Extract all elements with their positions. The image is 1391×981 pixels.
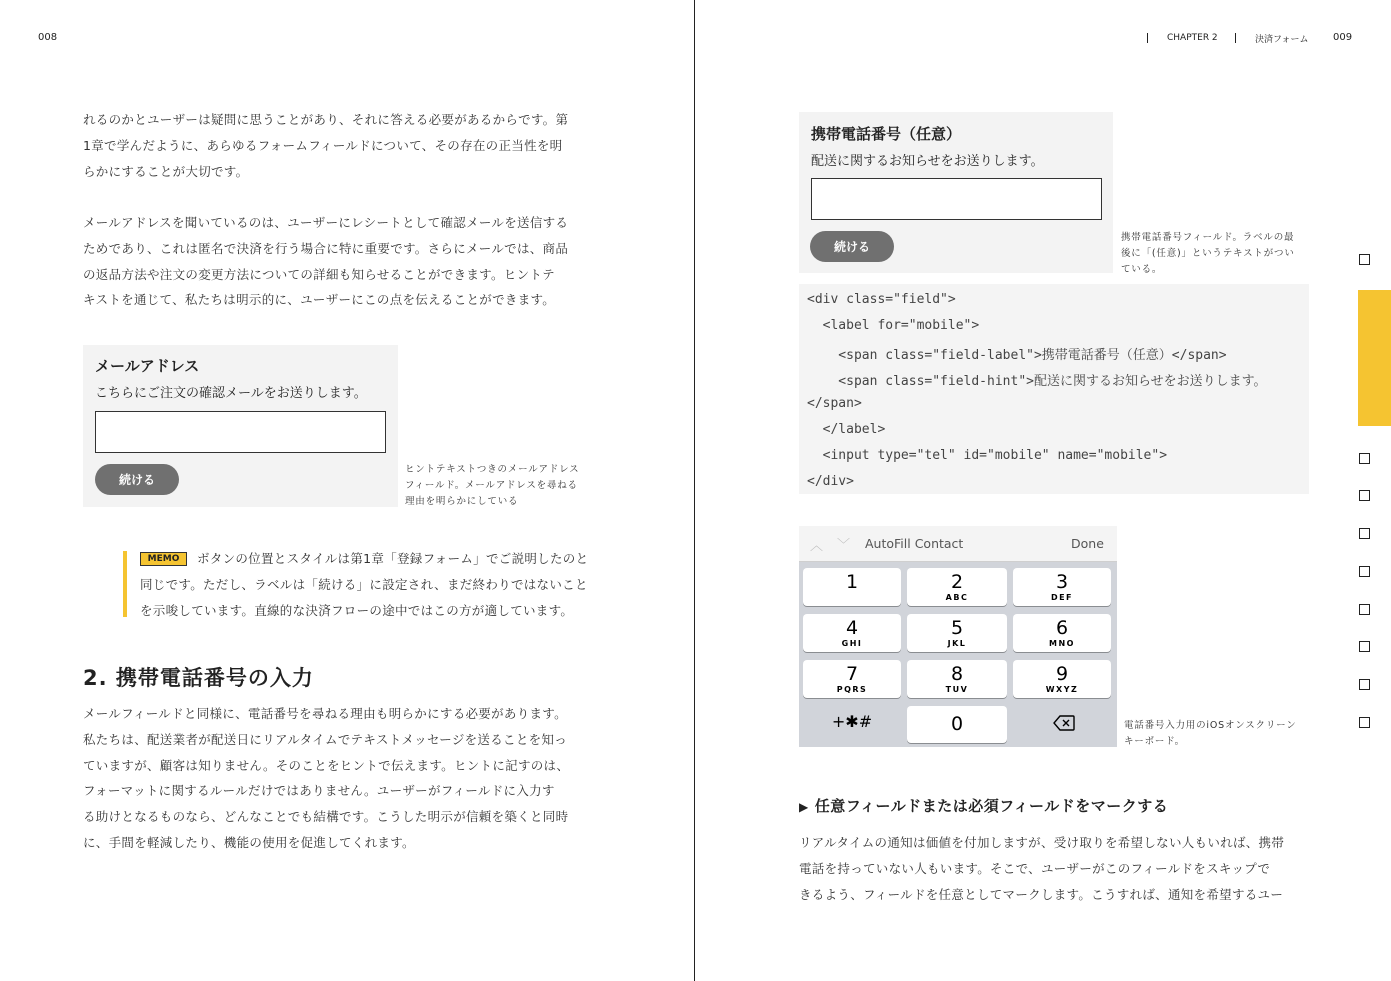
chevron-down-icon[interactable]: ﹀ (837, 538, 851, 553)
text-line: らかにすることが大切です。 (83, 163, 249, 179)
code-line: </span> (807, 396, 862, 411)
key-digit: 8 (950, 663, 964, 685)
chapter-label: CHAPTER 2 (1167, 33, 1218, 43)
text-line: フォーマットに関するルールだけではありません。ユーザーがフィールドに入力す (83, 783, 555, 799)
closing-paragraph (799, 830, 1329, 907)
key-0[interactable] (907, 706, 1007, 743)
code-line: <span class="field-hint">配送に関するお知らせをお送りします。 (807, 374, 1267, 389)
text-line: メールアドレスを聞いているのは、ユーザーにレシートとして確認メールを送信する (83, 215, 569, 230)
chapter-index-marker[interactable] (1359, 679, 1370, 690)
code-line: </label> (807, 422, 886, 437)
code-line: <input type="tel" id="mobile" name="mobile"> (807, 448, 1168, 463)
code-block (799, 284, 1309, 494)
key-letters: JKL (947, 639, 967, 648)
chapter-index-marker[interactable] (1359, 641, 1370, 652)
key-6[interactable] (1013, 614, 1111, 652)
chapter-index-marker[interactable] (1359, 566, 1370, 577)
mobile-demo-caption (1121, 230, 1321, 278)
mobile-input[interactable] (811, 178, 1102, 220)
text-line: 電話を持っていない人もいます。そこで、ユーザーがこのフィールドをスキップで (799, 860, 1271, 876)
key-digit: 6 (1055, 617, 1069, 639)
caption-line: 電話番号入力用のiOSオンスクリーン (1124, 720, 1297, 731)
triangle-marker-icon: ▶ (799, 800, 809, 814)
email-demo-caption (405, 462, 605, 510)
memo-badge: MEMO (140, 552, 187, 566)
text-line: 私たちは、配送業者が配送日にリアルタイムでテキストメッセージを送ることを知っ (83, 731, 568, 747)
memo-line: 同じです。ただし、ラベルは「続ける」に設定され、まだ終わりではないこと (140, 577, 588, 592)
header-divider (1235, 33, 1236, 43)
symbols-key[interactable]: +✱# (831, 712, 873, 731)
keyboard-caption (1124, 718, 1324, 750)
memo-line: ボタンの位置とスタイルは第1章「登録フォーム」でご説明したのと (197, 551, 589, 566)
text-line: ていますが、顧客は知りません。そのことをヒントで伝えます。ヒントに記すのは、 (83, 757, 570, 773)
key-letters: MNO (1049, 639, 1075, 648)
text-line: る助けとなるものなら、どんなことでも結構です。こうした明示が信頼を築くと同時 (83, 809, 569, 825)
subheading-text: 任意フィールドまたは必須フィールドをマークする (814, 797, 1169, 815)
key-digit: 5 (950, 617, 964, 639)
optional-required-subheading (799, 795, 1168, 816)
key-digit: 9 (1055, 663, 1069, 685)
code-line: </div> (807, 474, 854, 489)
text-line: れるのかとユーザーは疑問に思うことがあり、それに答える必要があるからです。第 (83, 112, 569, 127)
key-digit: 4 (845, 617, 859, 639)
chapter-index-marker[interactable] (1359, 604, 1370, 615)
chapter-index-marker[interactable] (1359, 490, 1370, 501)
text-line: ためであり、これは匿名で決済を行う場合に特に重要です。さらにメールでは、商品 (83, 240, 569, 256)
code-line: <span class="field-label">携帯電話番号（任意）</span> (807, 348, 1227, 363)
text-line: リアルタイムの通知は価値を付加しますが、受け取りを希望しない人もいれば、携帯 (799, 835, 1285, 850)
email-field-demo (83, 345, 398, 507)
chapter-title: 決済フォーム (1255, 35, 1309, 45)
current-chapter-tab[interactable] (1358, 290, 1391, 426)
caption-line: 携帯電話番号フィールド。ラベルの最 (1121, 232, 1295, 243)
mobile-field-demo (799, 112, 1113, 273)
chapter-index-marker[interactable] (1359, 717, 1370, 728)
intro-paragraph-2 (83, 210, 613, 313)
key-digit: 2 (950, 571, 964, 593)
text-line: キストを通じて、私たちは明示的に、ユーザーにこの点を伝えることができます。 (83, 292, 556, 308)
email-input[interactable] (95, 411, 386, 453)
autofill-contact[interactable]: AutoFill Contact (865, 536, 964, 551)
chevron-up-icon[interactable]: ︿ (810, 539, 824, 554)
text-line: に、手間を軽減したり、機能の使用を促進してくれます。 (83, 834, 415, 850)
memo-bar (123, 551, 127, 617)
section-heading: 2. 携帯電話番号の入力 (83, 666, 314, 690)
key-letters: ABC (945, 593, 969, 602)
section-paragraph (83, 701, 613, 856)
key-digit: 3 (1055, 571, 1069, 593)
caption-line: ている。 (1121, 264, 1163, 275)
key-1[interactable] (803, 568, 901, 606)
email-field-hint: こちらにご注文の確認メールをお送りします。 (95, 386, 367, 401)
key-letters: DEF (1050, 593, 1074, 602)
key-7[interactable] (803, 660, 901, 698)
mobile-field-hint: 配送に関するお知らせをお送りします。 (811, 154, 1044, 169)
key-5[interactable] (907, 614, 1007, 652)
memo-line: を示唆しています。直線的な決済フローの途中ではこの方が適しています。 (140, 603, 574, 618)
text-line: 1章で学んだように、あらゆるフォームフィールドについて、その存在の正当性を明 (83, 137, 563, 153)
key-letters: GHI (841, 639, 863, 648)
key-digit: 7 (845, 663, 859, 685)
key-letters: WXYZ (1045, 685, 1079, 694)
key-2[interactable] (907, 568, 1007, 606)
continue-button[interactable]: 続ける (95, 464, 179, 495)
chapter-index-marker[interactable] (1359, 254, 1370, 265)
ios-numeric-keyboard (799, 526, 1117, 747)
caption-line: キーボード。 (1124, 736, 1185, 747)
keyboard-toolbar (799, 526, 1117, 562)
caption-line: 理由を明らかにしている (405, 496, 519, 507)
continue-button[interactable]: 続ける (810, 231, 894, 262)
caption-line: 後に「(任意)」というテキストがつい (1121, 248, 1295, 259)
code-line: <label for="mobile"> (807, 318, 980, 333)
caption-line: ヒントテキストつきのメールアドレス (405, 464, 580, 475)
mobile-field-label: 携帯電話番号（任意） (811, 125, 962, 143)
right-page-number: 009 (1333, 32, 1353, 43)
key-digit: 1 (845, 571, 859, 593)
code-line: <div class="field"> (807, 292, 956, 307)
key-letters: TUV (945, 685, 969, 694)
chapter-index-marker[interactable] (1359, 528, 1370, 539)
text-line: メールフィールドと同様に、電話番号を尋ねる理由も明らかにする必要があります。 (83, 706, 567, 721)
header-divider (1147, 33, 1148, 43)
key-4[interactable] (803, 614, 901, 652)
done-button[interactable]: Done (1071, 536, 1104, 551)
backspace-icon[interactable] (1053, 715, 1075, 731)
key-9[interactable] (1013, 660, 1111, 698)
left-page-number: 008 (38, 32, 58, 43)
key-3[interactable] (1013, 568, 1111, 606)
caption-line: フィールド。メールアドレスを尋ねる (405, 480, 578, 491)
key-8[interactable] (907, 660, 1007, 698)
book-spine (694, 0, 695, 981)
email-field-label: メールアドレス (95, 357, 200, 375)
key-digit: 0 (950, 713, 964, 735)
intro-paragraph-1 (83, 107, 613, 184)
chapter-index-marker[interactable] (1359, 453, 1370, 464)
key-letters: PQRS (836, 685, 868, 694)
text-line: きるよう、フィールドを任意としてマークします。こうすれば、通知を希望するユー (799, 886, 1284, 902)
text-line: の返品方法や注文の変更方法についての詳細も知らせることができます。ヒントテ (83, 266, 555, 282)
